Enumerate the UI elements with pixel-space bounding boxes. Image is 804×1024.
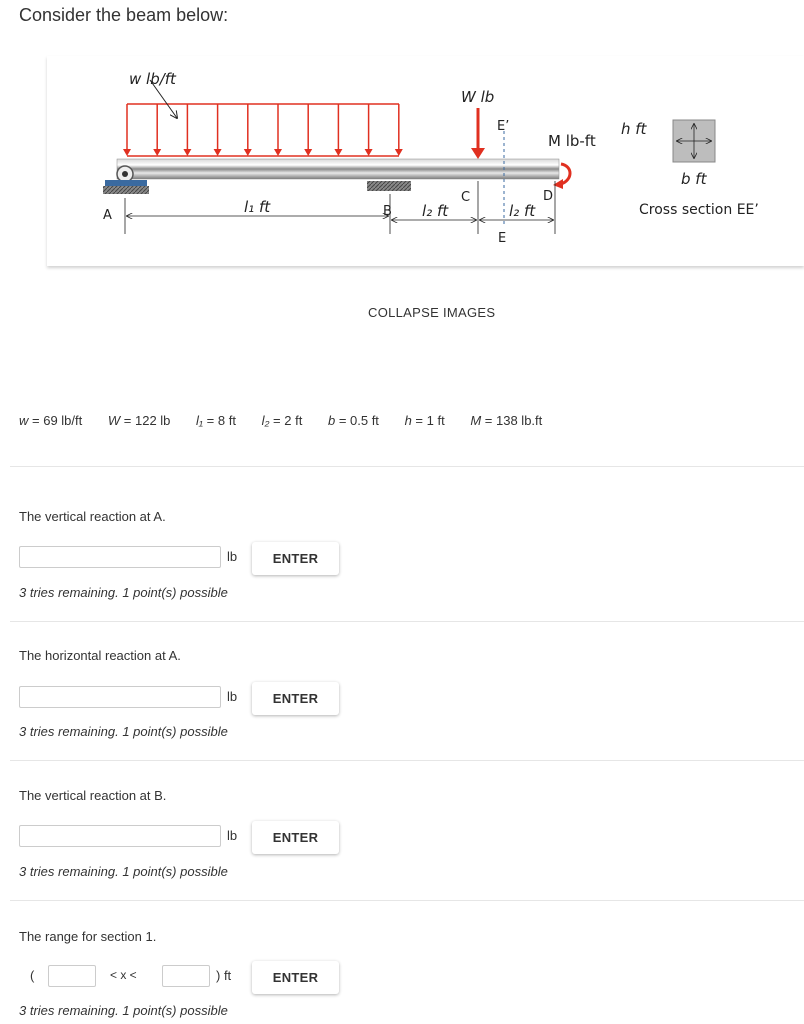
param-h: h = 1 ft	[404, 413, 445, 428]
param-w: w = 69 lb/ft	[19, 413, 83, 428]
w-load-label: w lb/ft	[129, 70, 176, 88]
tries-remaining: 3 tries remaining. 1 point(s) possible	[19, 1003, 228, 1018]
question-label-vertical-a: The vertical reaction at A.	[19, 509, 166, 524]
enter-button-range[interactable]: ENTER	[252, 961, 339, 994]
load-arrow-head	[304, 149, 312, 156]
answer-input-horizontal-a[interactable]	[19, 686, 221, 708]
collapse-images-button[interactable]: COLLAPSE IMAGES	[368, 305, 496, 320]
load-arrow-head	[153, 149, 161, 156]
divider	[10, 621, 804, 622]
unit-label: lb	[227, 689, 238, 704]
question-label-horizontal-a: The horizontal reaction at A.	[19, 648, 181, 663]
answer-input-vertical-b[interactable]	[19, 825, 221, 847]
dimension-lines	[125, 181, 555, 234]
range-unit: ) ft	[216, 968, 232, 983]
question-label-range-section-1: The range for section 1.	[19, 929, 157, 944]
page-title: Consider the beam below:	[19, 5, 229, 25]
load-arrow-head	[395, 149, 403, 156]
point-b-label: B	[383, 204, 392, 219]
h-dimension-label: h ft	[621, 120, 647, 138]
roller-support-b	[367, 181, 411, 191]
cross-section-icon	[673, 120, 715, 162]
parameter-list	[19, 413, 564, 428]
unit-label: lb	[227, 828, 238, 843]
l2-dimension-label-2: l₂ ft	[509, 202, 536, 220]
beam-diagram	[47, 56, 804, 266]
divider	[10, 760, 804, 761]
beam	[117, 159, 559, 179]
answer-input-vertical-a[interactable]	[19, 546, 221, 568]
b-dimension-label: b ft	[681, 170, 707, 188]
param-l2: l₂ = 2 ft	[261, 413, 303, 428]
load-arrow-head	[365, 149, 373, 156]
load-arrow-head	[123, 149, 131, 156]
enter-button-vertical-a[interactable]: ENTER	[252, 542, 339, 575]
range-lower-input[interactable]	[48, 965, 96, 987]
param-W: W = 122 lb	[107, 413, 171, 428]
open-paren: (	[30, 968, 35, 983]
load-arrow-head	[244, 149, 252, 156]
point-c-label: C	[461, 190, 471, 205]
point-a-label: A	[103, 208, 112, 223]
enter-button-horizontal-a[interactable]: ENTER	[252, 682, 339, 715]
divider	[10, 900, 804, 901]
e-prime-label: E’	[497, 119, 510, 134]
point-d-label: D	[543, 189, 554, 204]
load-arrow-head	[214, 149, 222, 156]
cross-section-label: Cross section EE’	[639, 202, 759, 218]
load-arrow-head	[334, 149, 342, 156]
param-b: b = 0.5 ft	[327, 413, 379, 428]
l2-dimension-label-1: l₂ ft	[422, 202, 449, 220]
range-operator: < x <	[110, 968, 137, 982]
distributed-load	[123, 80, 403, 156]
load-arrow-head	[183, 149, 191, 156]
m-moment-label: M lb-ft	[548, 132, 596, 150]
divider	[10, 466, 804, 467]
range-upper-input[interactable]	[162, 965, 210, 987]
param-M: M = 138 lb.ft	[470, 413, 543, 428]
tries-remaining: 3 tries remaining. 1 point(s) possible	[19, 585, 228, 600]
point-e-label: E	[498, 231, 507, 246]
point-load-w	[471, 108, 485, 159]
tries-remaining: 3 tries remaining. 1 point(s) possible	[19, 864, 228, 879]
param-l1: l₁ = 8 ft	[196, 413, 236, 428]
l1-dimension-label: l₁ ft	[244, 198, 271, 216]
enter-button-vertical-b[interactable]: ENTER	[252, 821, 339, 854]
unit-label: lb	[227, 549, 238, 564]
w-point-label: W lb	[461, 88, 495, 106]
beam-figure	[47, 56, 804, 266]
load-arrow-head	[274, 149, 282, 156]
question-label-vertical-b: The vertical reaction at B.	[19, 788, 167, 803]
tries-remaining: 3 tries remaining. 1 point(s) possible	[19, 724, 228, 739]
